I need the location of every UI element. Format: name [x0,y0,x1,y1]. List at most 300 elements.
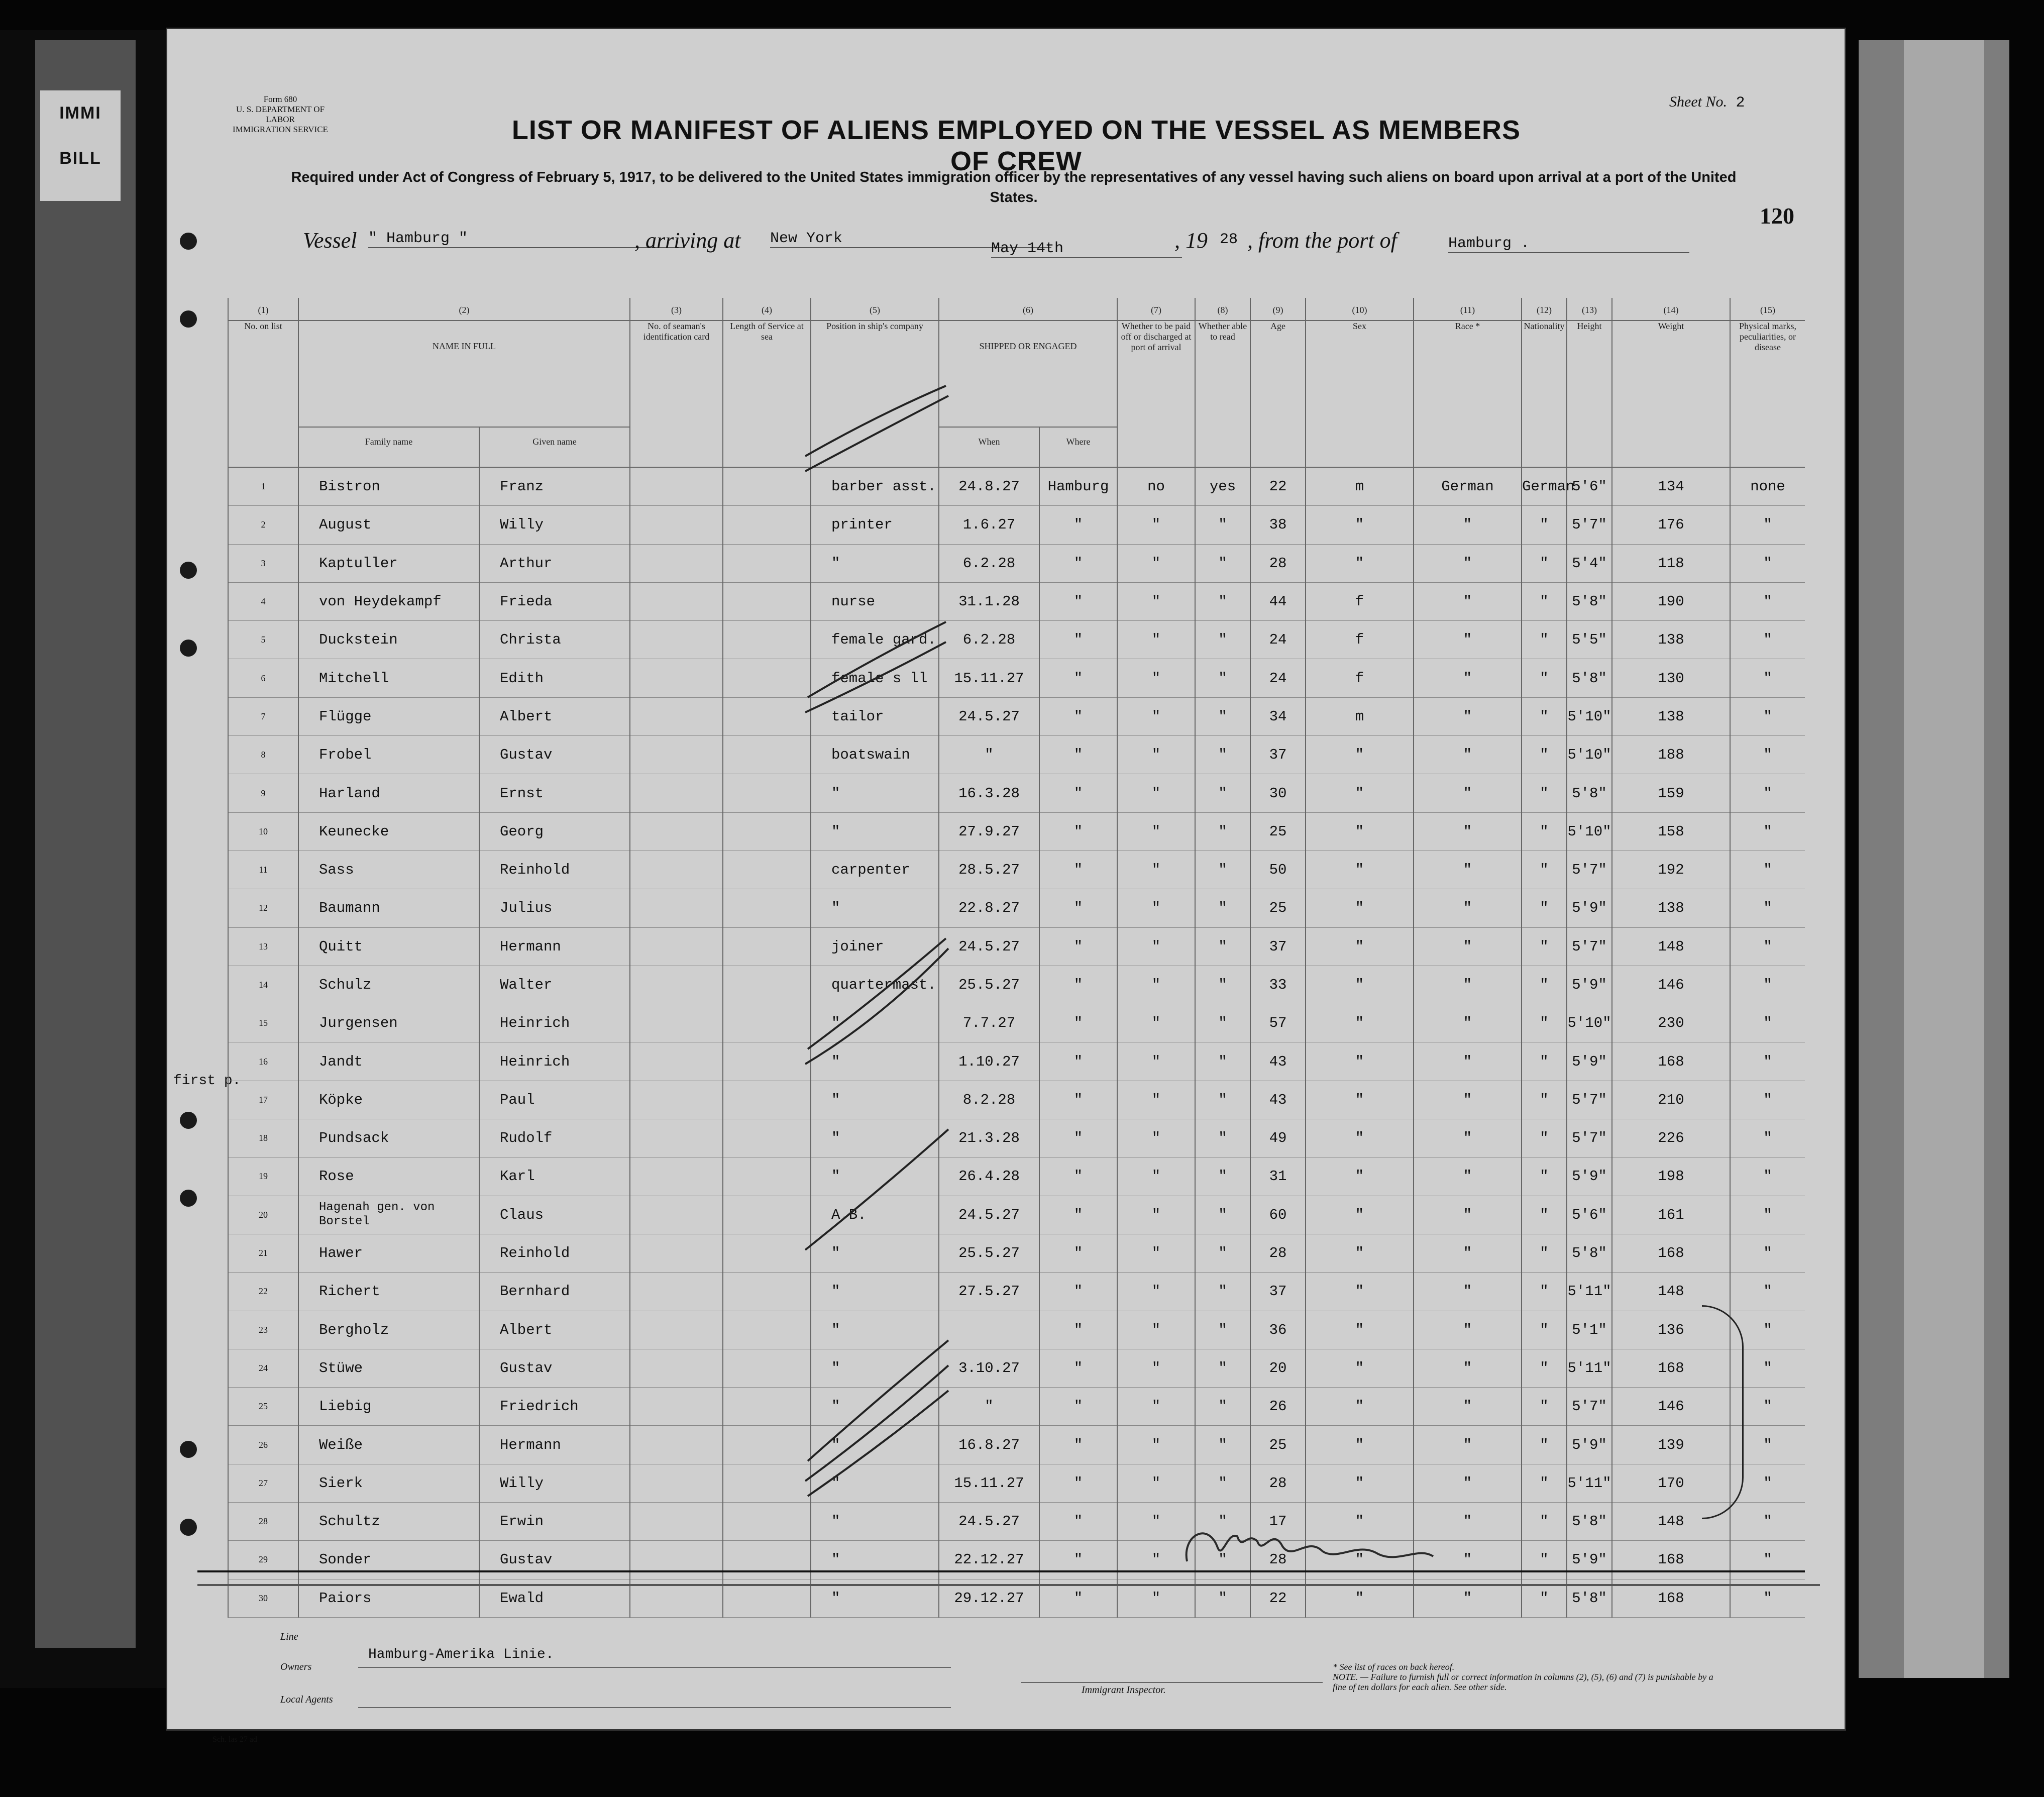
length-service-cell [723,1196,811,1234]
row-number: 5 [228,621,298,659]
manifest-title: LIST OR MANIFEST OF ALIENS EMPLOYED ON THE VESSEL AS MEMBERS OF CREW [511,115,1521,176]
row-number: 9 [228,774,298,812]
able-to-read: " [1195,1311,1250,1349]
shipped-when: 24.5.27 [939,1503,1039,1541]
nationality: " [1522,1004,1567,1042]
id-card-cell [630,1426,723,1464]
paid-off: " [1117,1004,1195,1042]
height: 5'9" [1567,1426,1612,1464]
row-number: 6 [228,659,298,697]
sheet-label: Sheet No. [1669,93,1727,110]
row-number: 18 [228,1119,298,1157]
weight: 188 [1612,736,1730,774]
header-name-in-full: NAME IN FULL [298,321,630,427]
id-card-cell [630,1196,723,1234]
shipped-where: " [1039,927,1117,966]
punch-hole [180,233,197,250]
table-row [228,774,1805,812]
sex: " [1306,1081,1414,1119]
row-number: 29 [228,1541,298,1579]
row-number: 28 [228,1503,298,1541]
able-to-read: " [1195,1042,1250,1081]
binder-label: IMMI BILL [40,90,121,201]
sex: " [1306,812,1414,851]
race: " [1414,1273,1522,1311]
height: 5'7" [1567,1119,1612,1157]
col-num-6: (6) [939,298,1117,321]
physical-marks: " [1730,1541,1805,1579]
weight: 158 [1612,812,1730,851]
age: 57 [1250,1004,1306,1042]
shipped-where: Hamburg [1039,467,1117,506]
arriving-label: , arriving at [634,228,741,253]
nationality: " [1522,659,1567,697]
paid-off: " [1117,1234,1195,1272]
from-label: , from the port of [1247,228,1397,253]
weight: 159 [1612,774,1730,812]
race: " [1414,1234,1522,1272]
id-card-strike-marks [800,396,951,1551]
punch-hole [180,1112,197,1129]
line-label: Line [280,1631,298,1642]
position: quartermast. [811,966,939,1004]
id-card-cell [630,697,723,735]
race: " [1414,1426,1522,1464]
table-row [228,1541,1805,1579]
family-name: Weiße [298,1426,479,1464]
able-to-read: " [1195,1004,1250,1042]
length-service-cell [723,1081,811,1119]
position: " [811,1273,939,1311]
family-name: Flügge [298,697,479,735]
length-service-cell [723,1541,811,1579]
height: 5'9" [1567,966,1612,1004]
physical-marks: " [1730,1273,1805,1311]
punch-hole [180,1441,197,1458]
paid-off: " [1117,1273,1195,1311]
able-to-read: " [1195,1579,1250,1617]
margin-bracket [1702,1305,1744,1519]
race: " [1414,1042,1522,1081]
position: " [811,774,939,812]
weight: 168 [1612,1349,1730,1387]
physical-marks: " [1730,774,1805,812]
sex: f [1306,659,1414,697]
sex: " [1306,1464,1414,1502]
nationality: " [1522,1464,1567,1502]
position: boatswain [811,736,939,774]
shipped-where: " [1039,1273,1117,1311]
arrival-date: May 14th [991,240,1182,258]
given-name: Karl [479,1157,630,1196]
row-number: 21 [228,1234,298,1272]
age: 28 [1250,1464,1306,1502]
row-number: 8 [228,736,298,774]
nationality: " [1522,812,1567,851]
height: 5'11" [1567,1464,1612,1502]
physical-marks: " [1730,927,1805,966]
col-num-15: (15) [1730,298,1805,321]
shipped-where: " [1039,966,1117,1004]
shipped-where: " [1039,1042,1117,1081]
inspector-label: Immigrant Inspector. [1082,1684,1166,1696]
family-name: Frobel [298,736,479,774]
paid-off: " [1117,966,1195,1004]
row-number: 14 [228,966,298,1004]
row-number: 3 [228,544,298,582]
given-name: Albert [479,1311,630,1349]
id-card-cell [630,1081,723,1119]
length-service-cell [723,621,811,659]
height: 5'10" [1567,697,1612,735]
position: barber asst. [811,467,939,506]
able-to-read: " [1195,851,1250,889]
nationality: " [1522,544,1567,582]
id-card-cell [630,1349,723,1387]
binder-strip [35,40,136,1648]
age: 25 [1250,1426,1306,1464]
id-card-cell [630,1311,723,1349]
nationality: " [1522,851,1567,889]
paid-off: " [1117,544,1195,582]
header-id-card: No. of seaman's identification card [630,321,723,467]
paid-off: " [1117,1311,1195,1349]
binder-edge [0,30,166,1688]
shipped-when: 15.11.27 [939,1464,1039,1502]
header-when: When [939,427,1039,467]
family-name: Harland [298,774,479,812]
sheet-number [1669,93,1745,112]
able-to-read: " [1195,506,1250,544]
length-service-cell [723,1119,811,1157]
paid-off: " [1117,697,1195,735]
sex: " [1306,736,1414,774]
length-service-cell [723,889,811,927]
length-service-cell [723,1004,811,1042]
given-name: Gustav [479,736,630,774]
header-able-read: Whether able to read [1195,321,1250,467]
family-name: Jandt [298,1042,479,1081]
nationality: " [1522,1196,1567,1234]
table-row [228,889,1805,927]
shipped-when: 22.12.27 [939,1541,1039,1579]
height: 5'4" [1567,544,1612,582]
table-row [228,1388,1805,1426]
sex: m [1306,467,1414,506]
height: 5'10" [1567,1004,1612,1042]
nationality: " [1522,1273,1567,1311]
col-num-11: (11) [1414,298,1522,321]
race: " [1414,544,1522,582]
id-card-cell [630,1273,723,1311]
family-name: Schultz [298,1503,479,1541]
race: " [1414,889,1522,927]
height: 5'8" [1567,1579,1612,1617]
weight: 146 [1612,1388,1730,1426]
row-number: 15 [228,1004,298,1042]
weight: 148 [1612,927,1730,966]
row-number: 22 [228,1273,298,1311]
id-card-cell [630,889,723,927]
given-name: Walter [479,966,630,1004]
shipped-where: " [1039,544,1117,582]
shipped-when: 24.5.27 [939,927,1039,966]
paid-off: " [1117,506,1195,544]
col-num-8: (8) [1195,298,1250,321]
weight: 148 [1612,1503,1730,1541]
sex: " [1306,889,1414,927]
id-card-cell [630,812,723,851]
race: " [1414,1119,1522,1157]
sex: " [1306,1234,1414,1272]
able-to-read: " [1195,1196,1250,1234]
id-card-cell [630,1503,723,1541]
header-paid-off: Whether to be paid off or discharged at port of arrival [1117,321,1195,467]
given-name: Julius [479,889,630,927]
table-row [228,1004,1805,1042]
row-number: 27 [228,1464,298,1502]
able-to-read: " [1195,1426,1250,1464]
row-number: 30 [228,1579,298,1617]
id-card-cell [630,966,723,1004]
given-name: Christa [479,621,630,659]
row-number: 26 [228,1426,298,1464]
shipped-when: 26.4.28 [939,1157,1039,1196]
sex: " [1306,1541,1414,1579]
age: 36 [1250,1311,1306,1349]
col-num-1: (1) [228,298,298,321]
age: 50 [1250,851,1306,889]
id-card-cell [630,506,723,544]
year-prefix: , 19 [1174,228,1208,253]
shipped-when: 16.3.28 [939,774,1039,812]
col-num-5: (5) [811,298,939,321]
age: 22 [1250,1579,1306,1617]
height: 5'7" [1567,927,1612,966]
next-page-inner [1904,40,1984,1678]
col-num-2: (2) [298,298,630,321]
shipped-when: " [939,1388,1039,1426]
sex: " [1306,1388,1414,1426]
able-to-read: " [1195,1388,1250,1426]
shipped-when: 6.2.28 [939,621,1039,659]
height: 5'6" [1567,1196,1612,1234]
table-row [228,1311,1805,1349]
id-card-cell [630,1157,723,1196]
family-name: Schulz [298,966,479,1004]
sex: " [1306,506,1414,544]
length-service-cell [723,1349,811,1387]
table-row [228,582,1805,620]
family-name: Baumann [298,889,479,927]
punch-hole [180,310,197,328]
table-row [228,506,1805,544]
physical-marks: " [1730,851,1805,889]
id-card-cell [630,1004,723,1042]
inspector-underline [1021,1682,1323,1683]
header-given-name: Given name [479,427,630,467]
family-name: Köpke [298,1081,479,1119]
id-card-cell [630,659,723,697]
family-name: Keunecke [298,812,479,851]
family-name: Liebig [298,1388,479,1426]
local-agents-label: Local Agents [280,1694,333,1705]
sex: " [1306,851,1414,889]
table-row [228,621,1805,659]
nationality: " [1522,1388,1567,1426]
agents-underline [358,1707,951,1708]
length-service-cell [723,1311,811,1349]
height: 5'9" [1567,889,1612,927]
id-card-cell [630,774,723,812]
table-bottom-rule [197,1570,1805,1572]
race: " [1414,1464,1522,1502]
length-service-cell [723,966,811,1004]
position: " [811,1311,939,1349]
age: 22 [1250,467,1306,506]
nationality: " [1522,1119,1567,1157]
shipped-when: 6.2.28 [939,544,1039,582]
length-service-cell [723,467,811,506]
position: " [811,889,939,927]
race: " [1414,1157,1522,1196]
age: 49 [1250,1119,1306,1157]
paid-off: no [1117,467,1195,506]
punch-hole [180,1519,197,1536]
height: 5'8" [1567,1503,1612,1541]
header-length-service: Length of Service at sea [723,321,811,467]
paid-off: " [1117,736,1195,774]
physical-marks: " [1730,659,1805,697]
shipped-when: 7.7.27 [939,1004,1039,1042]
weight: 130 [1612,659,1730,697]
family-name: Bergholz [298,1311,479,1349]
age: 25 [1250,889,1306,927]
nationality: " [1522,1042,1567,1081]
row-number: 2 [228,506,298,544]
race: " [1414,1579,1522,1617]
physical-marks: " [1730,1426,1805,1464]
weight: 136 [1612,1311,1730,1349]
height: 5'7" [1567,851,1612,889]
id-card-cell [630,1119,723,1157]
position: nurse [811,582,939,620]
race: German [1414,467,1522,506]
shipped-where: " [1039,1157,1117,1196]
shipped-when: 24.5.27 [939,697,1039,735]
family-name: Rose [298,1157,479,1196]
paid-off: " [1117,1464,1195,1502]
able-to-read: " [1195,736,1250,774]
position: tailor [811,697,939,735]
physical-marks: " [1730,1388,1805,1426]
row-number: 11 [228,851,298,889]
weight: 168 [1612,1541,1730,1579]
service: IMMIGRATION SERVICE [233,125,328,134]
able-to-read: " [1195,621,1250,659]
shipped-when: 1.6.27 [939,506,1039,544]
table-row [228,1157,1805,1196]
family-name: Sass [298,851,479,889]
header-no-on-list: No. on list [228,321,298,467]
race: " [1414,1311,1522,1349]
id-card-cell [630,736,723,774]
age: 34 [1250,697,1306,735]
col-num-7: (7) [1117,298,1195,321]
sex: " [1306,927,1414,966]
physical-marks: " [1730,1004,1805,1042]
position: joiner [811,927,939,966]
weight: 198 [1612,1157,1730,1196]
length-service-cell [723,927,811,966]
position: female gard. [811,621,939,659]
paid-off: " [1117,1349,1195,1387]
able-to-read: " [1195,1503,1250,1541]
height: 5'7" [1567,506,1612,544]
age: 24 [1250,659,1306,697]
weight: 170 [1612,1464,1730,1502]
given-name: Paul [479,1081,630,1119]
sex: " [1306,1042,1414,1081]
position: printer [811,506,939,544]
race: " [1414,582,1522,620]
race: " [1414,697,1522,735]
height: 5'10" [1567,736,1612,774]
family-name: Stüwe [298,1349,479,1387]
shipped-when: 16.8.27 [939,1426,1039,1464]
able-to-read: " [1195,1081,1250,1119]
physical-marks: " [1730,889,1805,927]
given-name: Heinrich [479,1042,630,1081]
shipped-where: " [1039,1426,1117,1464]
paid-off: " [1117,1081,1195,1119]
id-card-cell [630,467,723,506]
crew-table [228,298,1805,1618]
race: " [1414,1541,1522,1579]
shipped-where: " [1039,582,1117,620]
table-row [228,1273,1805,1311]
shipped-when: 29.12.27 [939,1579,1039,1617]
weight: 168 [1612,1234,1730,1272]
table-row [228,927,1805,966]
position: " [811,1157,939,1196]
paid-off: " [1117,659,1195,697]
position: " [811,1541,939,1579]
row-number: 4 [228,582,298,620]
able-to-read: " [1195,1464,1250,1502]
able-to-read: " [1195,659,1250,697]
sex: " [1306,1311,1414,1349]
nationality: " [1522,889,1567,927]
age: 28 [1250,1541,1306,1579]
paid-off: " [1117,1388,1195,1426]
footer-rule [197,1584,1820,1586]
length-service-cell [723,506,811,544]
header-nationality: Nationality [1522,321,1567,467]
length-service-cell [723,812,811,851]
physical-marks: " [1730,1119,1805,1157]
header-sex: Sex [1306,321,1414,467]
margin-note: first p. [173,1073,241,1089]
shipped-where: " [1039,812,1117,851]
row-number: 12 [228,889,298,927]
given-name: Erwin [479,1503,630,1541]
weight: 138 [1612,697,1730,735]
weight: 134 [1612,467,1730,506]
table-row [228,1196,1805,1234]
physical-marks: " [1730,1311,1805,1349]
paid-off: " [1117,1119,1195,1157]
